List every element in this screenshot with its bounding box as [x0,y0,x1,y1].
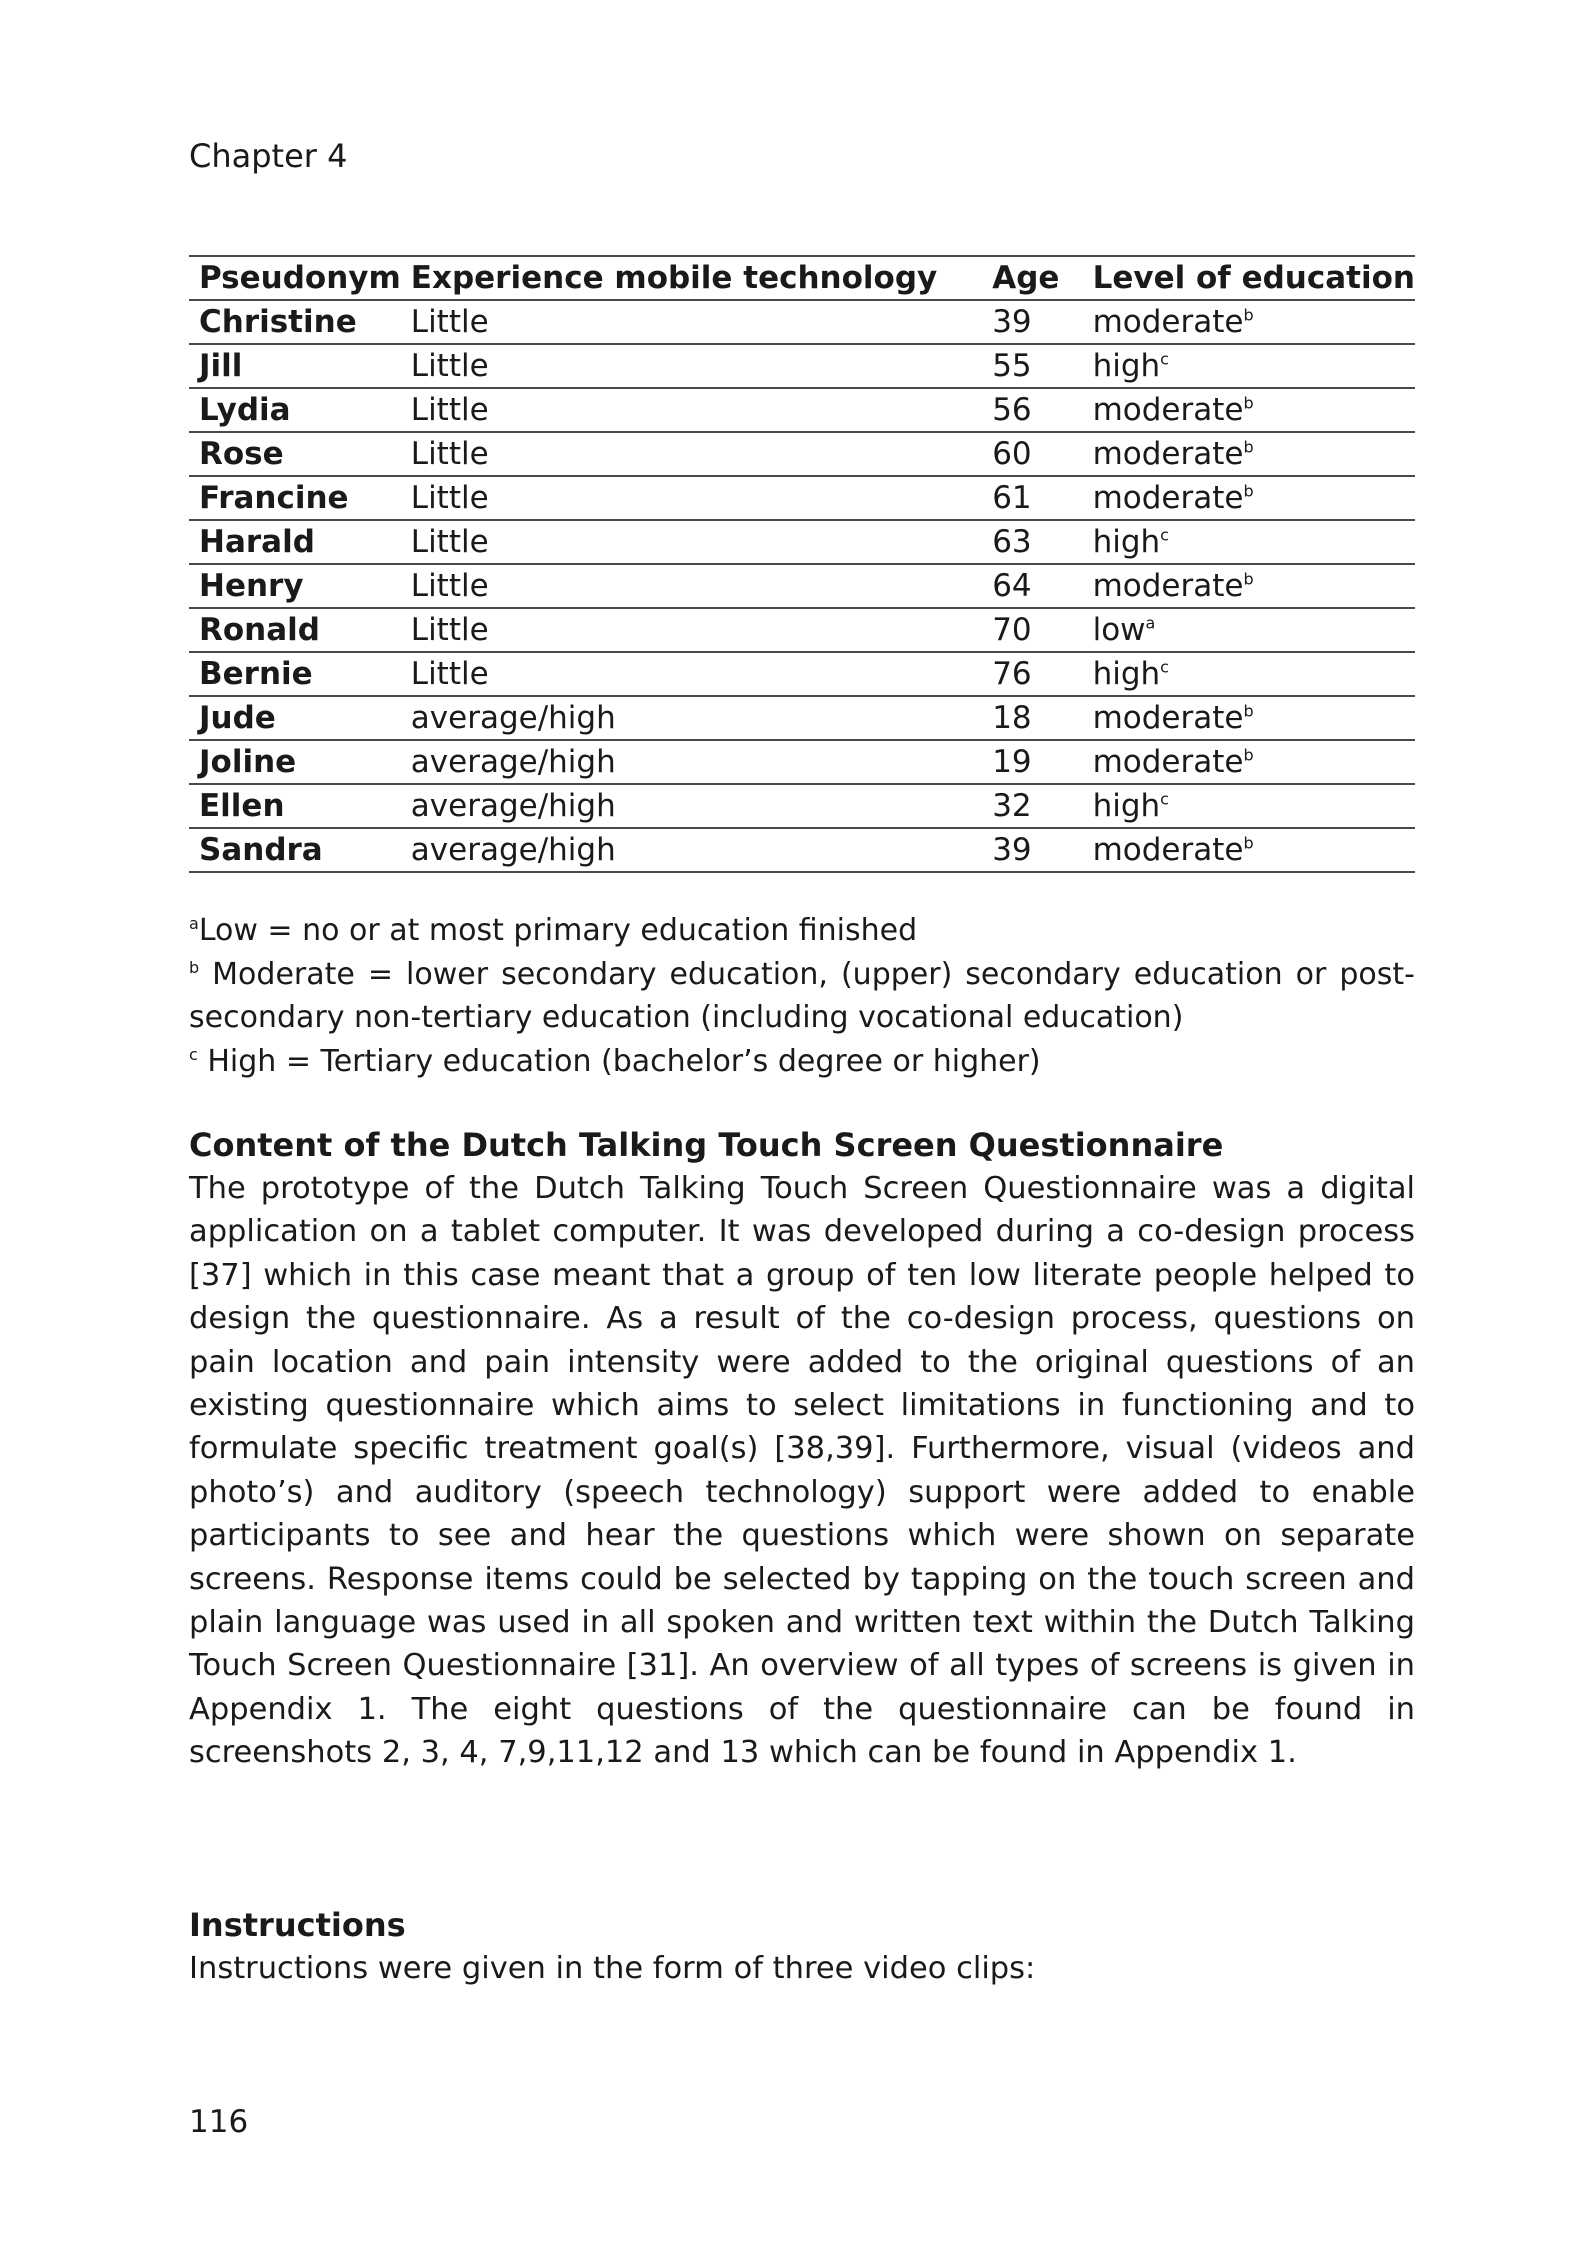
experience-cell: Little [401,300,982,344]
age-cell: 39 [982,300,1082,344]
experience-cell: Little [401,344,982,388]
pseudonym-cell: Christine [189,300,401,344]
experience-cell: Little [401,432,982,476]
table-header-row [189,256,1415,300]
education-cell [1083,344,1415,388]
footnote-marker: b [1243,481,1254,501]
footnote-marker: c [1160,657,1169,677]
header-education: Level of education [1083,256,1415,300]
pseudonym-cell: Lydia [189,388,401,432]
experience-cell: Little [401,388,982,432]
pseudonym-cell: Ronald [189,608,401,652]
education-value: low [1092,612,1146,648]
education-cell [1083,388,1415,432]
table-row [189,564,1415,608]
education-value: high [1092,656,1161,692]
footnote-marker: b [1243,393,1254,413]
footnote-marker: b [1243,437,1254,457]
footnote-marker: b [1243,701,1254,721]
experience-cell: Little [401,652,982,696]
pseudonym-cell: Rose [189,432,401,476]
table-row [189,388,1415,432]
education-cell [1083,696,1415,740]
education-value: moderate [1092,436,1244,472]
table-row [189,652,1415,696]
education-value: moderate [1092,392,1244,428]
age-cell: 55 [982,344,1082,388]
pseudonym-cell: Joline [189,740,401,784]
education-value: moderate [1092,304,1244,340]
participants-table [189,255,1415,873]
education-cell [1083,784,1415,828]
experience-cell: Little [401,476,982,520]
footnote-moderate [189,953,1415,1040]
pseudonym-cell: Bernie [189,652,401,696]
footnote-marker: b [189,957,200,977]
education-value: high [1092,348,1161,384]
age-cell: 18 [982,696,1082,740]
education-value: moderate [1092,568,1244,604]
education-cell [1083,520,1415,564]
body-paragraph-content: The prototype of the Dutch Talking Touch Screen Questionnaire was a digital application on a tablet computer. It was developed during a co-design process [37] which in this case meant that a group of ten low literate people helped to design the questionnaire. As a result of the co-design process, questions on pain location and pain intensity were added to the original questions of an existing questionnaire which aims to select limitations in functioning and to formulate specific treatment goal(s) [38,39]. Furthermore, visual (videos and photo’s) and auditory (speech technology) support were added to enable participants to see and hear the questions which were shown on separate screens. Response items could be selected by tapping on the touch screen and plain language was used in all spoken and written text within the Dutch Talking Touch Screen Questionnaire [31]. An overview of all types of screens is given in Appendix 1. The eight questions of the questionnaire can be found in screenshots 2, 3, 4, 7,9,11,12 and 13 which can be found in Appendix 1. [189,1171,1415,1771]
pseudonym-cell: Henry [189,564,401,608]
footnote-marker: b [1243,833,1254,853]
running-head: Chapter 4 [189,137,348,175]
experience-cell: average/high [401,696,982,740]
experience-cell: average/high [401,828,982,872]
education-value: high [1092,788,1161,824]
experience-cell: Little [401,520,982,564]
age-cell: 63 [982,520,1082,564]
education-value: moderate [1092,832,1244,868]
footnote-marker: b [1243,305,1254,325]
footnote-marker: a [1145,613,1156,633]
pseudonym-cell: Ellen [189,784,401,828]
education-cell [1083,300,1415,344]
body-paragraph-instructions: Instructions were given in the form of three video clips: [189,1951,1036,1986]
section-heading-content: Content of the Dutch Talking Touch Screen Questionnaire [189,1126,1224,1164]
table-row [189,344,1415,388]
pseudonym-cell: Jill [189,344,401,388]
table-row [189,740,1415,784]
header-pseudonym: Pseudonym [189,256,401,300]
age-cell: 70 [982,608,1082,652]
table-row [189,476,1415,520]
table-footnotes [189,909,1415,1083]
education-cell [1083,652,1415,696]
header-age: Age [982,256,1082,300]
education-cell [1083,432,1415,476]
age-cell: 64 [982,564,1082,608]
age-cell: 60 [982,432,1082,476]
table-row [189,828,1415,872]
pseudonym-cell: Harald [189,520,401,564]
education-value: high [1092,524,1161,560]
footnote-marker: b [1243,745,1254,765]
pseudonym-cell: Jude [189,696,401,740]
age-cell: 76 [982,652,1082,696]
table-row [189,300,1415,344]
education-cell [1083,608,1415,652]
experience-cell: Little [401,608,982,652]
footnote-text: High = Tertiary education (bachelor’s degree or higher) [197,1043,1041,1079]
age-cell: 56 [982,388,1082,432]
footnote-marker: c [1160,349,1169,369]
table-row [189,432,1415,476]
footnote-marker: c [1160,525,1169,545]
table-row [189,696,1415,740]
footnote-marker: a [189,914,199,933]
education-value: moderate [1092,480,1244,516]
header-experience: Experience mobile technology [401,256,982,300]
footnote-marker: b [1243,569,1254,589]
education-cell [1083,476,1415,520]
pseudonym-cell: Sandra [189,828,401,872]
table-row [189,784,1415,828]
footnote-marker: c [189,1044,198,1064]
pseudonym-cell: Francine [189,476,401,520]
experience-cell: average/high [401,784,982,828]
age-cell: 39 [982,828,1082,872]
footnote-text: Low = no or at most primary education finished [198,913,918,948]
footnote-marker: c [1160,789,1169,809]
experience-cell: average/high [401,740,982,784]
experience-cell: Little [401,564,982,608]
age-cell: 61 [982,476,1082,520]
footnote-text: Moderate = lower secondary education, (upper) secondary education or post-secondary non-tertiary education (including vocational education) [189,956,1415,1035]
education-cell [1083,740,1415,784]
education-value: moderate [1092,700,1244,736]
footnote-low [189,909,1415,953]
page-number: 116 [189,2104,249,2140]
section-heading-instructions: Instructions [189,1906,406,1944]
education-cell [1083,828,1415,872]
age-cell: 32 [982,784,1082,828]
table-row [189,608,1415,652]
age-cell: 19 [982,740,1082,784]
education-value: moderate [1092,744,1244,780]
education-cell [1083,564,1415,608]
table-row [189,520,1415,564]
footnote-high [189,1040,1415,1084]
